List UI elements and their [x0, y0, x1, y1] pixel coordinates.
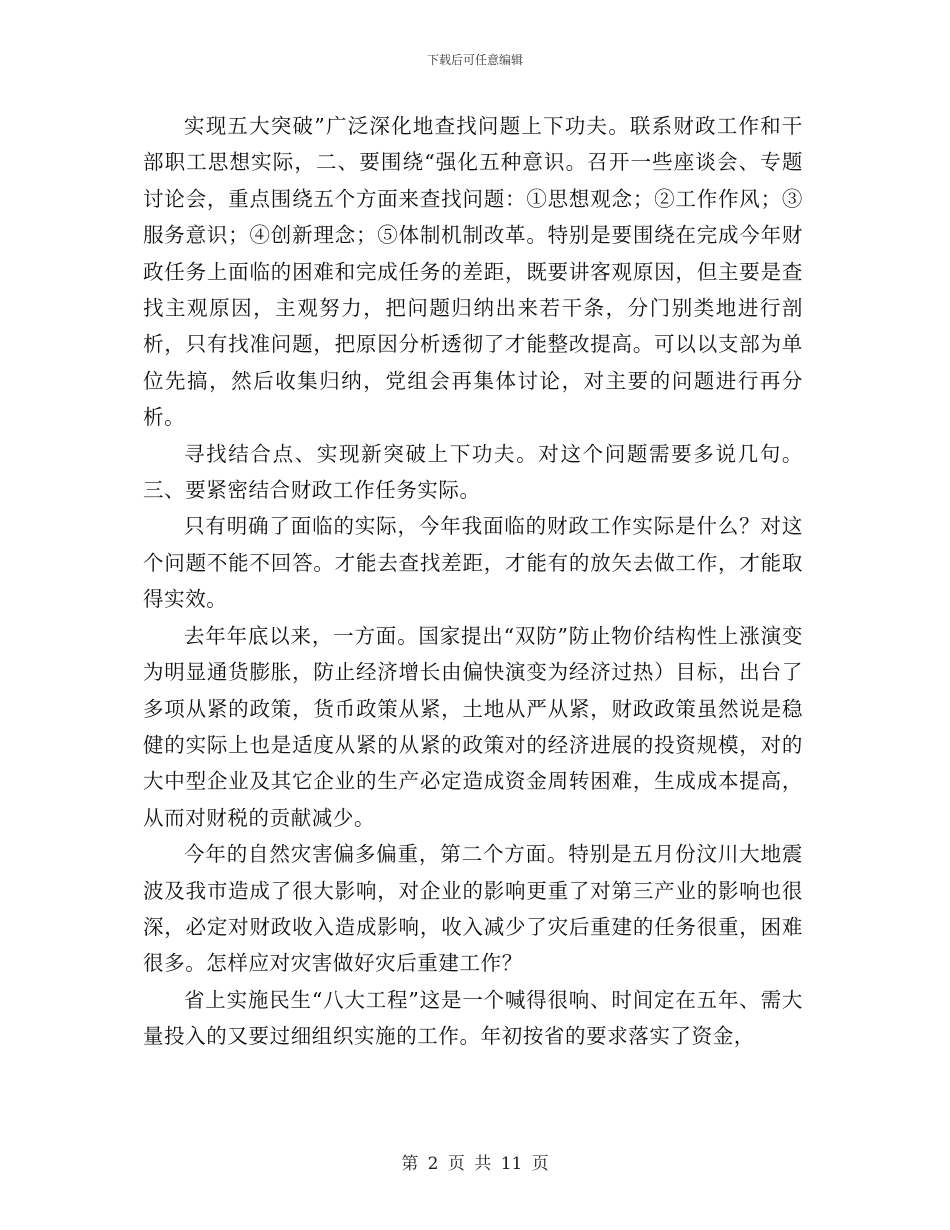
paragraph-1: 实现五大突破”广泛深化地查找问题上下功夫。联系财政工作和干部职工思想实际，二、要围绕“强化五种意识。召开一些座谈会、专题讨论会，重点围绕五个方面来查找问题：①思想观念；②工作作风；③服务意识；④创新理念；⑤体制机制改革。特别是要围绕在完成今年财政任务上面临的困难和完成任务的差距，既要讲客观原因，但主要是查找主观原因，主观努力，把问题归纳出来若干条，分门别类地进行剖析，只有找准问题，把原因分析透彻了才能整改提高。可以以支部为单位先搞，然后收集归纳，党组会再集体讨论，对主要的问题进行再分析。 [143, 114, 803, 430]
page-number-footer: 第 2 页 共 11 页 [401, 1154, 549, 1174]
paragraph-3: 只有明确了面临的实际，今年我面临的财政工作实际是什么？对这个问题不能不回答。才能去查找差距，才能有的放矢去做工作，才能取得实效。 [143, 514, 803, 612]
paragraph-4: 去年年底以来，一方面。国家提出“双防”防止物价结构性上涨演变为明显通货膨胀，防止经济增长由偏快演变为经济过热）目标，出台了多项从紧的政策，货币政策从紧，土地从严从紧，财政政策虽然说是稳健的实际上也是适度从紧的从紧的政策对的经济进展的投资规模，对的大中型企业及其它企业的生产必定造成资金周转困难，生成成本提高，从而对财税的贡献减少。 [143, 623, 803, 830]
paragraph-5: 今年的自然灾害偏多偏重，第二个方面。特别是五月份汶川大地震波及我市造成了很大影响，对企业的影响更重了对第三产业的影响也很深，必定对财政收入造成影响，收入减少了灾后重建的任务很重，困难很多。怎样应对灾害做好灾后重建工作？ [143, 842, 803, 976]
document-body [143, 108, 803, 1055]
paragraph-2: 寻找结合点、实现新突破上下功夫。对这个问题需要多说几句。三、要紧密结合财政工作任务实际。 [143, 441, 803, 503]
paragraph-6: 省上实施民生“八大工程”这是一个喊得很响、时间定在五年、需大量投入的又要过细组织实施的工作。年初按省的要求落实了资金， [143, 987, 803, 1049]
page-header: 下载后可任意编辑 [426, 53, 523, 67]
